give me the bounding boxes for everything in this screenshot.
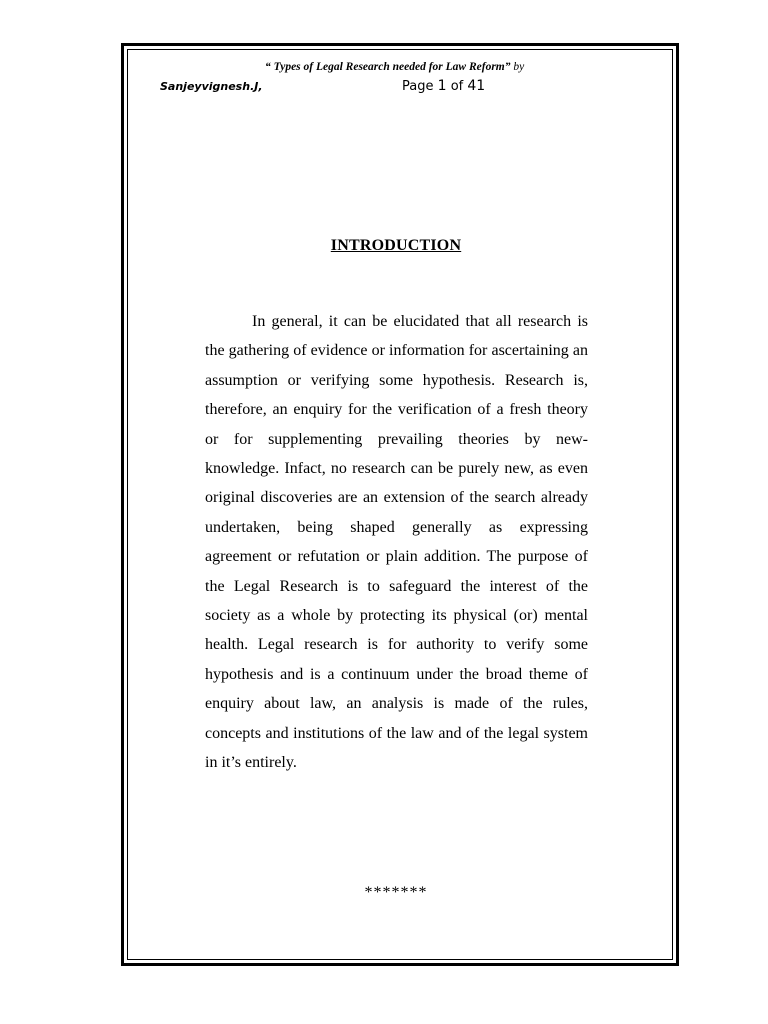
header-title: Types of Legal Research needed for Law Reform <box>273 61 505 73</box>
header-quote-open: “ <box>265 61 271 73</box>
page-total: 41 <box>467 78 486 94</box>
section-title: INTRODUCTION <box>330 237 462 254</box>
page-prefix: Page <box>402 79 434 94</box>
page-current: 1 <box>437 78 447 94</box>
page-of: of <box>450 79 464 94</box>
body-paragraph: In general, it can be elucidated that all research is the gathering of evidence or information for ascertaining an assumption or verifying some hypothesis. Research is, therefore, an enquiry for the verification of a fresh theory or for supplementing prevailing theories by new-knowledge. Infact, no research can be purely new, as even original discoveries are an extension of the search already undertaken, being shaped generally as expressing agreement or refutation or plain addition. The purpose of the Legal Research is to safeguard the interest of the society as a whole by protecting its physical (or) mental health. Legal research is for authority to verify some hypothesis and is a continuum under the broad theme of enquiry about law, an analysis is made of the rules, concepts and institutions of the law and of the legal system in it’s entirely. <box>205 313 588 772</box>
header-author: Sanjeyvignesh.J, <box>160 80 263 93</box>
header-by: by <box>513 61 525 73</box>
end-mark: ******* <box>364 884 428 901</box>
page-number <box>402 78 485 94</box>
header-quote-close: ” <box>504 61 511 73</box>
header-title-line <box>265 61 524 73</box>
